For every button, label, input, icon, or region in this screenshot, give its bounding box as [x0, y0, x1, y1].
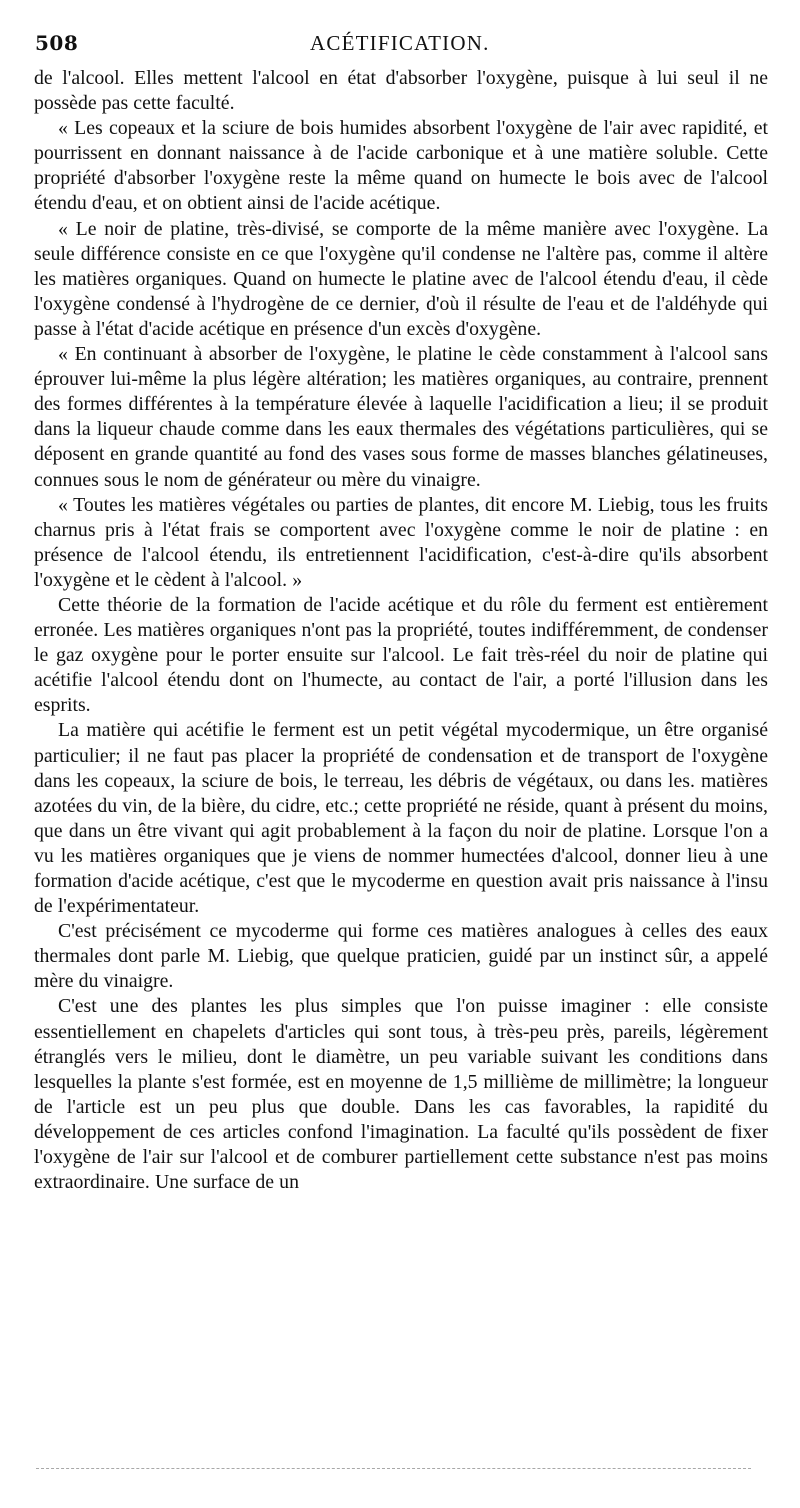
footer-scan-mark: [36, 1468, 751, 1479]
paragraph-7: La matière qui acétifie le ferment est un petit végétal mycodermique, un être organisé particulier; il ne faut pas placer la propriété de condensation et de transport de l'oxygène dans les copeaux, la sciure de bois, le terreau, les débris de végétaux, ou dans les. matières azotées du vin, de la bière, du cidre, etc.; cette propriété ne réside, quant à présent du moins, que dans un être vivant qui agit probablement à la façon du noir de platine. Lorsque l'on a vu les matières organiques que je viens de nommer humectées d'alcool, donner lieu à une formation d'acide acétique, c'est que le mycoderme en question avait pris naissance à l'insu de l'expérimentateur.: [34, 719, 768, 918]
page-header: [35, 28, 790, 60]
paragraph-8: C'est précisément ce mycoderme qui forme ces matières analogues à celles des eaux thermales dont parle M. Liebig, que quelque praticien, guidé par un instinct sûr, a appelé mère du vinaigre.: [34, 920, 768, 993]
paragraph-1: de l'alcool. Elles mettent l'alcool en état d'absorber l'oxygène, puisque à lui seul il ne possède pas cette faculté.: [34, 67, 768, 115]
paragraph-4: « En continuant à absorber de l'oxygène, le platine le cède constamment à l'alcool sans éprouver lui-même la plus légère altération; les matières organiques, au contraire, prennent des formes différentes à la température élevée à laquelle l'acidification a lieu; il se produit dans la liqueur chaude comme dans les eaux thermales des végétations particulières, qui se déposent en grande quantité au fond des vases sous forme de masses blanches gélatineuses, connues sous le nom de générateur ou mère du vinaigre.: [34, 343, 768, 491]
running-head: ACÉTIFICATION.: [310, 31, 490, 55]
paragraph-9: C'est une des plantes les plus simples que l'on puisse imaginer : elle consiste essentiellement en chapelets d'articles qui sont tous, à très-peu près, pareils, légèrement étranglés vers le milieu, dont le diamètre, un peu variable suivant les conditions dans lesquelles la plante s'est formée, est en moyenne de 1,5 millième de millimètre; la longueur de l'article est un peu plus que double. Dans les cas favorables, la rapidité du développement de ces articles confond l'imagination. La faculté qu'ils possèdent de fixer l'oxygène de l'air sur l'alcool et de comburer partiellement cette substance n'est pas moins extraordinaire. Une surface de un: [34, 995, 768, 1194]
paragraph-6: Cette théorie de la formation de l'acide acétique et du rôle du ferment est entièrement erronée. Les matières organiques n'ont pas la propriété, toutes indifféremment, de condenser le gaz oxygène pour le porter ensuite sur l'alcool. Le fait très-réel du noir de platine qui acétifie l'alcool étendu dont on l'humecte, au contact de l'air, a porté l'illusion dans les esprits.: [34, 593, 768, 717]
paragraph-3: « Le noir de platine, très-divisé, se comporte de la même manière avec l'oxygène. La seule différence consiste en ce que l'oxygène qu'il condense ne l'altère pas, comme il altère les matières organiques. Quand on humecte le platine avec de l'alcool étendu d'eau, il cède l'oxygène condensé à l'hydrogène de ce dernier, d'où il résulte de l'eau et de l'aldéhyde qui passe à l'état d'acide acétique en présence d'un excès d'oxygène.: [34, 217, 768, 340]
page-number: 508: [35, 31, 79, 55]
paragraph-2: « Les copeaux et la sciure de bois humides absorbent l'oxygène de l'air avec rapidité, et pourrissent en donnant naissance à de l'acide carbonique et à une matière soluble. Cette propriété d'absorber l'oxygène reste la même quand on humecte le bois avec de l'alcool étendu d'eau, et on obtient ainsi de l'acide acétique.: [34, 117, 768, 215]
body-text: [34, 66, 768, 1195]
paragraph-5: « Toutes les matières végétales ou parties de plantes, dit encore M. Liebig, tous les fruits charnus pris à l'état frais se comportent avec l'oxygène comme le noir de platine : en présence de l'alcool étendu, ils entretiennent l'acidification, c'est-à-dire qu'ils absorbent l'oxygène et le cèdent à l'alcool. »: [34, 493, 768, 591]
